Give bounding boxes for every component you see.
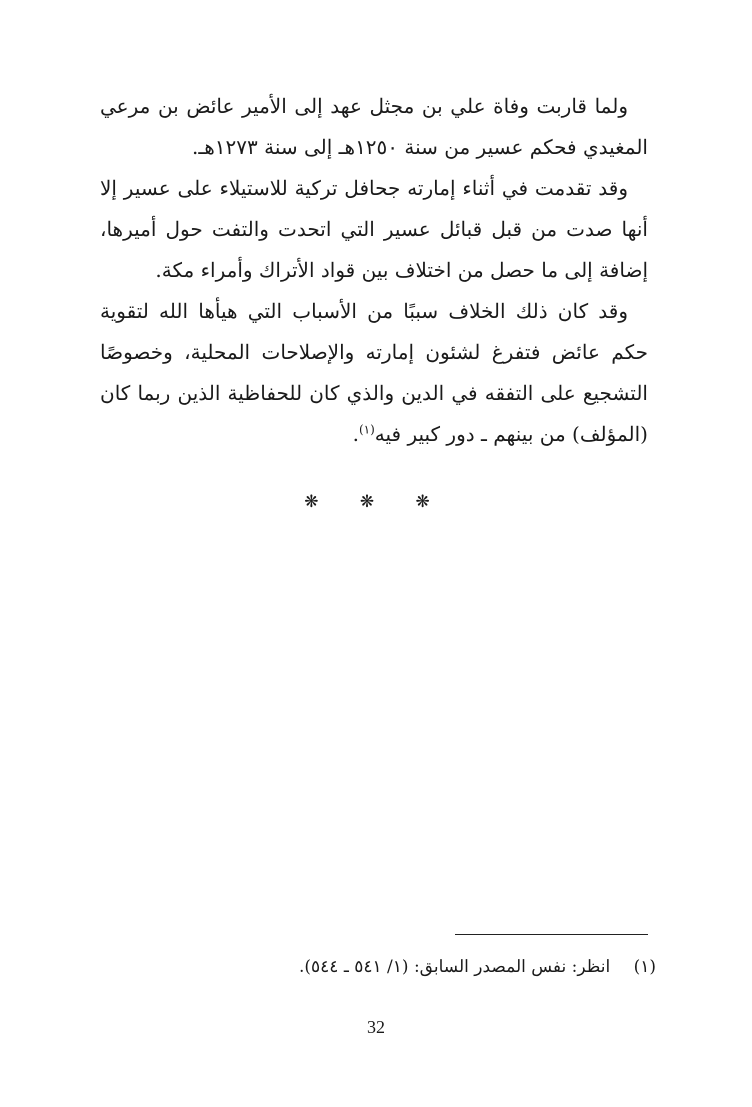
footnote-reference[interactable]: (١) bbox=[358, 422, 375, 437]
paragraph-3-end: . bbox=[352, 422, 359, 446]
separator-star-icon: ❋ bbox=[415, 492, 448, 512]
footnote-number: (١) bbox=[633, 957, 656, 977]
paragraph-3 bbox=[100, 291, 648, 455]
paragraph-2: وقد تقدمت في أثناء إمارته جحافل تركية للاستيلاء على عسير إلا أنها صدت من قبل قبائل عسير التي اتحدت والتفت حول أميرها، إضافة إلى ما حصل من اختلاف بين قواد الأتراك وأمراء مكة. bbox=[100, 176, 648, 282]
paragraph-3-text: وقد كان ذلك الخلاف سببًا من الأسباب التي هيأها الله لتقوية حكم عائض فتفرغ لشئون إمارته والإصلاحات المحلية، وخصوصًا التشجيع على التفقه في الدين والذي كان للحفاظية الذين ربما كان (المؤلف) من بينهم ـ دور كبير فيه bbox=[100, 299, 648, 446]
footnote-divider bbox=[455, 934, 648, 935]
separator-star-icon: ❋ bbox=[304, 492, 337, 512]
section-separator bbox=[0, 492, 752, 512]
footnote-text: انظر: نفس المصدر السابق: (١/ ٥٤١ ـ ٥٤٤). bbox=[298, 957, 611, 977]
main-text bbox=[100, 86, 648, 455]
paragraph-1: ولما قاربت وفاة علي بن مجثل عهد إلى الأمير عائض بن مرعي المغيدي فحكم عسير من سنة ١٢٥٠هـ إلى سنة ١٢٧٣هـ. bbox=[100, 94, 648, 159]
footnote bbox=[299, 955, 656, 979]
page-number: 32 bbox=[367, 1017, 385, 1037]
separator-star-icon: ❋ bbox=[359, 492, 393, 512]
